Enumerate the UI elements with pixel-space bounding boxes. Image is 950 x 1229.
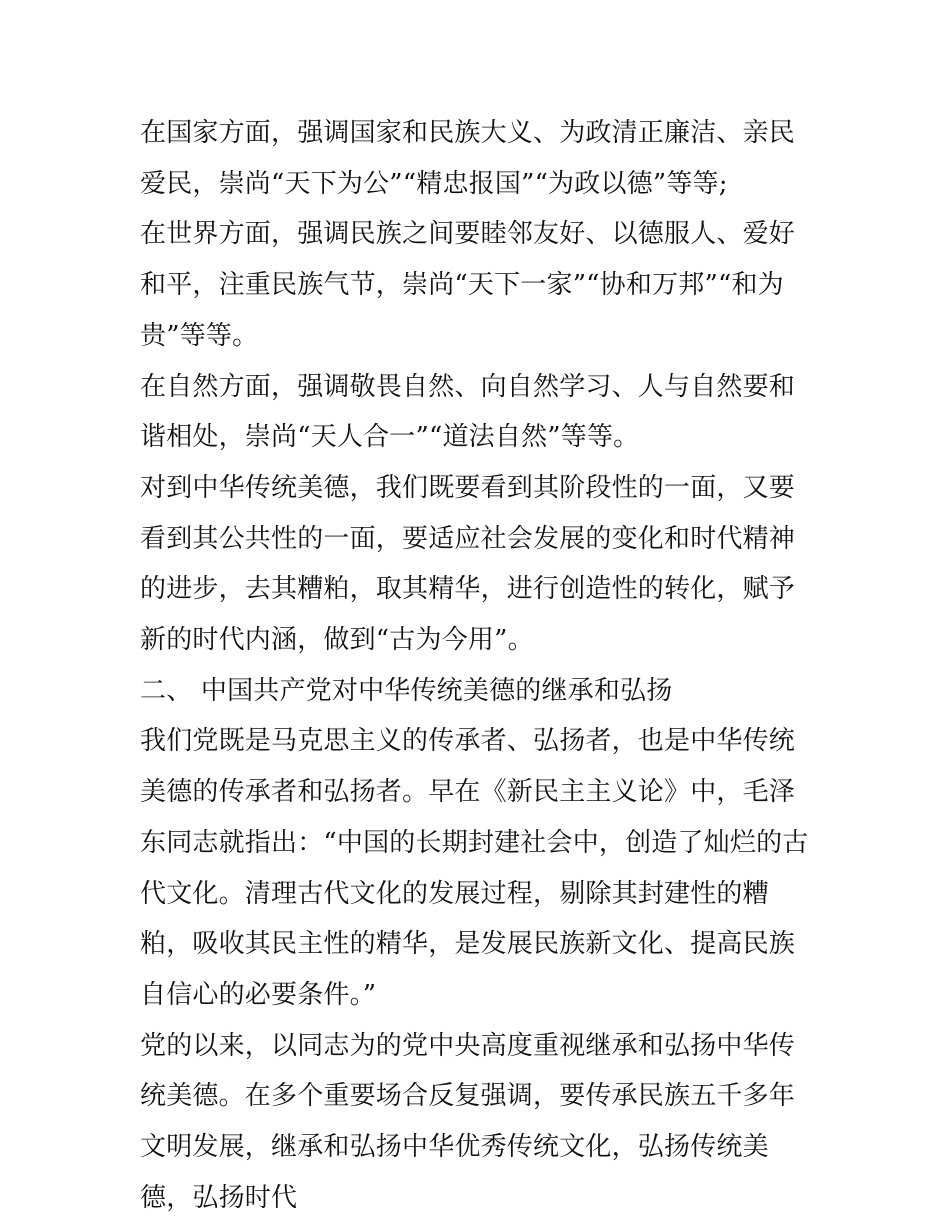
paragraph-nation: 在国家方面，强调国家和民族大义、为政清正廉洁、亲民爱民，崇尚“天下为公”“精忠报国”“为政以德”等等; [140,118,796,199]
document-body [140,108,820,1223]
paragraph-nature: 在自然方面，强调敬畏自然、向自然学习、人与自然要和谐相处，崇尚“天人合一”“道法自然”等等。 [140,371,796,453]
paragraph-party-inheritance: 我们党既是马克思主义的传承者、弘扬者，也是中华传统美德的传承者和弘扬者。早在《新民主主义论》中，毛泽东同志就指出：“中国的长期封建社会中，创造了灿烂的古代文化。清理古代文化的发展过程，剔除其封建性的糟粕，吸收其民主性的精华，是发展民族新文化、提高民族自信心的必要条件。” [140,726,809,1010]
paragraph-world: 在世界方面，强调民族之间要睦邻友好、以德服人、爱好和平，注重民族气节，崇尚“天下一家”“协和万邦”“和为贵”等等。 [140,219,796,351]
section-heading: 二、 中国共产党对中华传统美德的继承和弘扬 [140,675,673,706]
paragraph-traditional-virtue: 对到中华传统美德，我们既要看到其阶段性的一面，又要看到其公共性的一面，要适应社会发展的变化和时代精神的进步，去其糟粕，取其精华，进行创造性的转化，赋予新的时代内涵，做到“古为今用”。 [140,472,796,656]
paragraph-party-central: 党的以来，以同志为的党中央高度重视继承和弘扬中华传统美德。在多个重要场合反复强调，要传承民族五千多年文明发展，继承和弘扬中华优秀传统文化，弘扬传统美德，弘扬时代 [140,1030,796,1213]
